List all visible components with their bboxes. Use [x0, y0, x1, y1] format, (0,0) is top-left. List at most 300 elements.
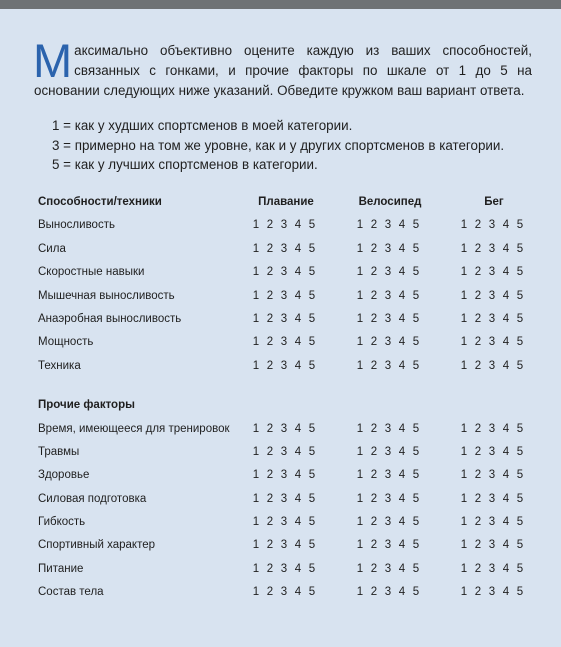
top-bar	[0, 0, 561, 9]
rating-option[interactable]: 4	[398, 359, 406, 372]
rating-option[interactable]: 1	[356, 469, 364, 482]
rating-option[interactable]: 3	[488, 422, 496, 435]
row-label: Гибкость	[38, 516, 86, 529]
rating-option[interactable]: 2	[474, 562, 482, 575]
row-label: Выносливость	[38, 219, 115, 232]
row-label: Силовая подготовка	[38, 492, 147, 505]
rating-option[interactable]: 1	[460, 219, 468, 232]
rating-option[interactable]: 4	[398, 312, 406, 325]
rating-option[interactable]: 3	[384, 289, 392, 302]
row-label: Время, имеющееся для тренировок	[38, 422, 230, 435]
rating-option[interactable]: 1	[252, 242, 260, 255]
rating-option[interactable]: 1	[252, 469, 260, 482]
scale-line: 1 = как у худших спортсменов в моей категории.	[52, 118, 353, 133]
rating-option[interactable]: 3	[384, 562, 392, 575]
rating-option[interactable]: 5	[516, 492, 524, 505]
rating-group	[251, 331, 317, 354]
rating-option[interactable]: 3	[384, 445, 392, 458]
rating-option[interactable]: 4	[502, 336, 510, 349]
column-header: Велосипед	[358, 196, 422, 208]
rating-group	[355, 331, 421, 354]
rating-option[interactable]: 5	[412, 539, 420, 552]
rating-option[interactable]: 3	[384, 539, 392, 552]
rating-option[interactable]: 3	[488, 242, 496, 255]
rating-option[interactable]: 4	[502, 445, 510, 458]
rating-option[interactable]: 2	[266, 422, 274, 435]
scale-legend	[52, 116, 504, 175]
rating-option[interactable]: 2	[370, 562, 378, 575]
rating-option[interactable]: 5	[516, 516, 524, 529]
rating-option[interactable]: 2	[370, 492, 378, 505]
row-label: Сила	[38, 242, 66, 255]
rating-option[interactable]: 1	[460, 469, 468, 482]
rating-option[interactable]: 1	[356, 492, 364, 505]
rating-option[interactable]: 3	[280, 219, 288, 232]
rating-option[interactable]: 4	[502, 562, 510, 575]
rating-option[interactable]: 3	[280, 289, 288, 302]
rating-option[interactable]: 4	[398, 492, 406, 505]
rating-option[interactable]: 5	[308, 586, 316, 599]
rating-option[interactable]: 5	[308, 469, 316, 482]
rating-option[interactable]: 4	[294, 312, 302, 325]
rating-option[interactable]: 2	[370, 242, 378, 255]
rating-option[interactable]: 5	[412, 336, 420, 349]
rating-group	[251, 464, 317, 487]
rating-option[interactable]: 1	[252, 492, 260, 505]
rating-option[interactable]: 3	[280, 242, 288, 255]
rating-option[interactable]: 5	[516, 359, 524, 372]
rating-option[interactable]: 1	[356, 516, 364, 529]
rating-group	[355, 418, 421, 441]
rating-option[interactable]: 5	[516, 586, 524, 599]
rating-option[interactable]: 3	[488, 289, 496, 302]
rating-option[interactable]: 5	[412, 516, 420, 529]
rating-option[interactable]: 2	[266, 312, 274, 325]
rating-option[interactable]: 3	[488, 469, 496, 482]
rating-option[interactable]: 5	[412, 562, 420, 575]
intro-text: аксимально объективно оцените каждую из ваших способностей, связанных с гонками, и прочие факторы по шкале от 1 до 5 на основании следующих ниже указаний. Обведите кружком ваш вариант ответа.	[34, 43, 532, 98]
table-row	[38, 418, 538, 441]
rating-option[interactable]: 2	[474, 445, 482, 458]
rating-group	[459, 511, 525, 534]
table-row	[38, 331, 538, 354]
rating-option[interactable]: 2	[266, 469, 274, 482]
rating-option[interactable]: 5	[308, 336, 316, 349]
rating-option[interactable]: 3	[280, 312, 288, 325]
rating-option[interactable]: 4	[294, 562, 302, 575]
rating-option[interactable]: 3	[488, 516, 496, 529]
rating-option[interactable]: 2	[474, 469, 482, 482]
rating-option[interactable]: 1	[252, 289, 260, 302]
rating-option[interactable]: 5	[308, 516, 316, 529]
rating-option[interactable]: 4	[294, 289, 302, 302]
rating-option[interactable]: 1	[460, 289, 468, 302]
rating-option[interactable]: 1	[356, 312, 364, 325]
rating-option[interactable]: 2	[266, 242, 274, 255]
rating-option[interactable]: 3	[280, 516, 288, 529]
rating-option[interactable]: 4	[398, 469, 406, 482]
rating-option[interactable]: 1	[356, 539, 364, 552]
column-header: Бег	[484, 196, 504, 208]
table-row	[38, 558, 538, 581]
column-header: Плавание	[258, 196, 314, 208]
rating-option[interactable]: 2	[370, 219, 378, 232]
rating-option[interactable]: 5	[516, 242, 524, 255]
table-row	[38, 488, 538, 511]
row-label: Техника	[38, 359, 81, 372]
rating-option[interactable]: 4	[294, 492, 302, 505]
rating-option[interactable]: 1	[460, 586, 468, 599]
rating-option[interactable]: 4	[294, 422, 302, 435]
rating-option[interactable]: 2	[370, 586, 378, 599]
rating-option[interactable]: 3	[384, 422, 392, 435]
rating-option[interactable]: 5	[412, 492, 420, 505]
row-label: Питание	[38, 562, 84, 575]
rating-option[interactable]: 4	[294, 469, 302, 482]
row-label: Скоростные навыки	[38, 266, 145, 279]
rating-option[interactable]: 3	[488, 359, 496, 372]
rating-option[interactable]: 1	[356, 445, 364, 458]
rating-group	[355, 441, 421, 464]
rating-option[interactable]: 3	[488, 586, 496, 599]
rating-option[interactable]: 1	[460, 539, 468, 552]
rating-option[interactable]: 1	[252, 586, 260, 599]
rating-option[interactable]: 5	[412, 266, 420, 279]
section-title: Прочие факторы	[38, 399, 135, 412]
rating-option[interactable]: 2	[474, 336, 482, 349]
rating-option[interactable]: 5	[516, 562, 524, 575]
row-label: Анаэробная выносливость	[38, 312, 182, 325]
rating-group	[251, 581, 317, 604]
section-header-row	[38, 191, 538, 214]
row-label: Состав тела	[38, 586, 104, 599]
table-row	[38, 261, 538, 284]
rating-group	[251, 534, 317, 557]
rating-option[interactable]: 2	[370, 336, 378, 349]
rating-option[interactable]: 4	[502, 469, 510, 482]
rating-group	[251, 238, 317, 261]
rating-option[interactable]: 4	[502, 242, 510, 255]
rating-option[interactable]: 5	[516, 469, 524, 482]
rating-option[interactable]: 3	[384, 586, 392, 599]
rating-option[interactable]: 1	[252, 445, 260, 458]
rating-option[interactable]: 4	[398, 422, 406, 435]
rating-option[interactable]: 1	[252, 516, 260, 529]
rating-option[interactable]: 3	[488, 266, 496, 279]
rating-option[interactable]: 3	[384, 516, 392, 529]
rating-option[interactable]: 1	[252, 359, 260, 372]
table-row	[38, 238, 538, 261]
rating-group	[251, 511, 317, 534]
rating-option[interactable]: 1	[252, 422, 260, 435]
rating-group	[459, 464, 525, 487]
rating-option[interactable]: 5	[412, 445, 420, 458]
rating-option[interactable]: 2	[370, 359, 378, 372]
rating-option[interactable]: 3	[280, 562, 288, 575]
rating-option[interactable]: 2	[474, 266, 482, 279]
rating-option[interactable]: 5	[308, 422, 316, 435]
rating-group	[355, 581, 421, 604]
rating-group	[459, 308, 525, 331]
rating-option[interactable]: 3	[384, 219, 392, 232]
rating-option[interactable]: 5	[412, 312, 420, 325]
rating-option[interactable]: 5	[516, 266, 524, 279]
rating-option[interactable]: 2	[474, 422, 482, 435]
rating-option[interactable]: 2	[474, 359, 482, 372]
rating-option[interactable]: 2	[370, 312, 378, 325]
rating-option[interactable]: 1	[460, 445, 468, 458]
rating-group	[251, 488, 317, 511]
rating-group	[251, 418, 317, 441]
rating-option[interactable]: 4	[294, 539, 302, 552]
rating-option[interactable]: 4	[294, 359, 302, 372]
rating-group	[459, 214, 525, 237]
rating-option[interactable]: 3	[384, 312, 392, 325]
rating-option[interactable]: 5	[308, 219, 316, 232]
rating-group	[459, 355, 525, 378]
rating-option[interactable]: 5	[308, 289, 316, 302]
rating-option[interactable]: 3	[280, 422, 288, 435]
rating-option[interactable]: 4	[502, 586, 510, 599]
rating-option[interactable]: 2	[266, 445, 274, 458]
rating-option[interactable]: 3	[280, 336, 288, 349]
rating-option[interactable]: 3	[384, 469, 392, 482]
rating-option[interactable]: 1	[460, 336, 468, 349]
rating-option[interactable]: 3	[488, 562, 496, 575]
rating-option[interactable]: 3	[488, 492, 496, 505]
rating-option[interactable]: 5	[308, 312, 316, 325]
rating-group	[355, 308, 421, 331]
rating-option[interactable]: 3	[488, 336, 496, 349]
rating-group	[251, 308, 317, 331]
rating-option[interactable]: 2	[474, 289, 482, 302]
table-row	[38, 581, 538, 604]
rating-option[interactable]: 1	[252, 562, 260, 575]
rating-option[interactable]: 1	[356, 242, 364, 255]
rating-group	[355, 285, 421, 308]
rating-option[interactable]: 2	[266, 516, 274, 529]
rating-option[interactable]: 1	[460, 516, 468, 529]
rating-option[interactable]: 5	[308, 492, 316, 505]
rating-option[interactable]: 5	[412, 422, 420, 435]
rating-option[interactable]: 5	[412, 359, 420, 372]
rating-option[interactable]: 3	[280, 539, 288, 552]
rating-option[interactable]: 2	[370, 266, 378, 279]
rating-group	[459, 558, 525, 581]
rating-option[interactable]: 3	[384, 242, 392, 255]
rating-option[interactable]: 3	[488, 312, 496, 325]
rating-option[interactable]: 1	[460, 266, 468, 279]
rating-option[interactable]: 4	[398, 242, 406, 255]
rating-option[interactable]: 2	[474, 516, 482, 529]
rating-option[interactable]: 4	[398, 266, 406, 279]
rating-group	[251, 441, 317, 464]
rating-option[interactable]: 5	[412, 469, 420, 482]
rating-option[interactable]: 4	[294, 516, 302, 529]
rating-option[interactable]: 4	[294, 242, 302, 255]
rating-group	[459, 261, 525, 284]
rating-option[interactable]: 1	[356, 422, 364, 435]
rating-option[interactable]: 2	[266, 266, 274, 279]
rating-table	[38, 191, 538, 605]
rating-option[interactable]: 3	[280, 359, 288, 372]
rating-group	[355, 511, 421, 534]
rating-option[interactable]: 5	[308, 539, 316, 552]
table-row	[38, 511, 538, 534]
rating-option[interactable]: 5	[412, 219, 420, 232]
scale-line: 5 = как у лучших спортсменов в категории.	[52, 157, 318, 172]
rating-option[interactable]: 1	[252, 219, 260, 232]
rating-option[interactable]: 1	[460, 422, 468, 435]
rating-option[interactable]: 2	[266, 359, 274, 372]
rating-option[interactable]: 2	[474, 492, 482, 505]
rating-option[interactable]: 2	[370, 516, 378, 529]
section-gap	[38, 378, 538, 394]
section-title: Способности/техники	[38, 196, 162, 208]
rating-option[interactable]: 5	[516, 422, 524, 435]
table-row	[38, 441, 538, 464]
rating-option[interactable]: 2	[370, 539, 378, 552]
row-label: Мышечная выносливость	[38, 289, 175, 302]
rating-option[interactable]: 4	[294, 445, 302, 458]
rating-group	[355, 488, 421, 511]
rating-option[interactable]: 2	[474, 242, 482, 255]
rating-group	[355, 464, 421, 487]
rating-option[interactable]: 2	[474, 586, 482, 599]
rating-option[interactable]: 4	[398, 539, 406, 552]
rating-option[interactable]: 2	[370, 445, 378, 458]
rating-option[interactable]: 4	[398, 289, 406, 302]
rating-option[interactable]: 4	[398, 562, 406, 575]
rating-group	[355, 534, 421, 557]
rating-option[interactable]: 5	[516, 336, 524, 349]
rating-option[interactable]: 2	[474, 312, 482, 325]
rating-option[interactable]: 1	[356, 266, 364, 279]
rating-option[interactable]: 1	[252, 312, 260, 325]
rating-group	[459, 285, 525, 308]
rating-option[interactable]: 2	[266, 219, 274, 232]
rating-group	[355, 355, 421, 378]
rating-option[interactable]: 5	[308, 562, 316, 575]
rating-option[interactable]: 5	[412, 289, 420, 302]
rating-option[interactable]: 3	[488, 539, 496, 552]
rating-option[interactable]: 2	[266, 492, 274, 505]
rating-option[interactable]: 4	[294, 266, 302, 279]
rating-option[interactable]: 3	[384, 266, 392, 279]
rating-option[interactable]: 1	[460, 359, 468, 372]
rating-option[interactable]: 4	[398, 445, 406, 458]
rating-option[interactable]: 5	[308, 445, 316, 458]
rating-option[interactable]: 2	[474, 539, 482, 552]
rating-option[interactable]: 1	[460, 562, 468, 575]
rating-option[interactable]: 3	[488, 445, 496, 458]
rating-option[interactable]: 5	[516, 312, 524, 325]
rating-option[interactable]: 3	[280, 492, 288, 505]
rating-option[interactable]: 1	[356, 562, 364, 575]
rating-group	[251, 355, 317, 378]
rating-option[interactable]: 5	[308, 359, 316, 372]
rating-option[interactable]: 1	[460, 242, 468, 255]
rating-option[interactable]: 2	[266, 539, 274, 552]
rating-option[interactable]: 4	[398, 219, 406, 232]
rating-option[interactable]: 4	[502, 539, 510, 552]
rating-option[interactable]: 4	[502, 289, 510, 302]
rating-option[interactable]: 3	[384, 336, 392, 349]
rating-option[interactable]: 4	[502, 516, 510, 529]
rating-option[interactable]: 2	[474, 219, 482, 232]
rating-option[interactable]: 5	[412, 586, 420, 599]
rating-option[interactable]: 3	[280, 445, 288, 458]
rating-group	[355, 238, 421, 261]
rating-option[interactable]: 1	[356, 289, 364, 302]
rating-option[interactable]: 1	[356, 586, 364, 599]
rating-option[interactable]: 2	[370, 469, 378, 482]
rating-option[interactable]: 5	[516, 445, 524, 458]
rating-option[interactable]: 4	[502, 312, 510, 325]
table-row	[38, 285, 538, 308]
rating-option[interactable]: 1	[356, 336, 364, 349]
rating-option[interactable]: 2	[370, 422, 378, 435]
rating-option[interactable]: 5	[516, 539, 524, 552]
rating-option[interactable]: 2	[266, 289, 274, 302]
rating-option[interactable]: 5	[516, 219, 524, 232]
rating-group	[355, 214, 421, 237]
rating-option[interactable]: 4	[294, 219, 302, 232]
rating-option[interactable]: 4	[294, 336, 302, 349]
rating-group	[459, 581, 525, 604]
rating-option[interactable]: 1	[252, 266, 260, 279]
rating-group	[459, 418, 525, 441]
rating-option[interactable]: 5	[412, 242, 420, 255]
rating-option[interactable]: 4	[502, 219, 510, 232]
rating-option[interactable]: 5	[308, 242, 316, 255]
rating-option[interactable]: 1	[252, 336, 260, 349]
rating-option[interactable]: 1	[356, 359, 364, 372]
rating-option[interactable]: 4	[398, 336, 406, 349]
rating-option[interactable]: 5	[308, 266, 316, 279]
rating-option[interactable]: 2	[266, 562, 274, 575]
rating-option[interactable]: 4	[502, 359, 510, 372]
rating-option[interactable]: 4	[398, 586, 406, 599]
intro-paragraph	[33, 34, 532, 101]
rating-option[interactable]: 4	[294, 586, 302, 599]
rating-option[interactable]: 2	[266, 336, 274, 349]
rating-group	[459, 488, 525, 511]
rating-option[interactable]: 2	[370, 289, 378, 302]
drop-cap: М	[33, 34, 73, 87]
rating-option[interactable]: 1	[252, 539, 260, 552]
rating-group	[459, 534, 525, 557]
rating-group	[355, 558, 421, 581]
rating-option[interactable]: 4	[502, 422, 510, 435]
rating-option[interactable]: 1	[460, 312, 468, 325]
rating-option[interactable]: 3	[280, 586, 288, 599]
rating-option[interactable]: 4	[398, 516, 406, 529]
rating-option[interactable]: 1	[356, 219, 364, 232]
rating-option[interactable]: 4	[502, 266, 510, 279]
rating-option[interactable]: 3	[280, 266, 288, 279]
rating-option[interactable]: 3	[488, 219, 496, 232]
table-row	[38, 308, 538, 331]
rating-option[interactable]: 1	[460, 492, 468, 505]
rating-option[interactable]: 2	[266, 586, 274, 599]
rating-option[interactable]: 4	[502, 492, 510, 505]
rating-option[interactable]: 3	[280, 469, 288, 482]
rating-option[interactable]: 3	[384, 359, 392, 372]
rating-option[interactable]: 3	[384, 492, 392, 505]
row-label: Здоровье	[38, 469, 90, 482]
rating-option[interactable]: 5	[516, 289, 524, 302]
